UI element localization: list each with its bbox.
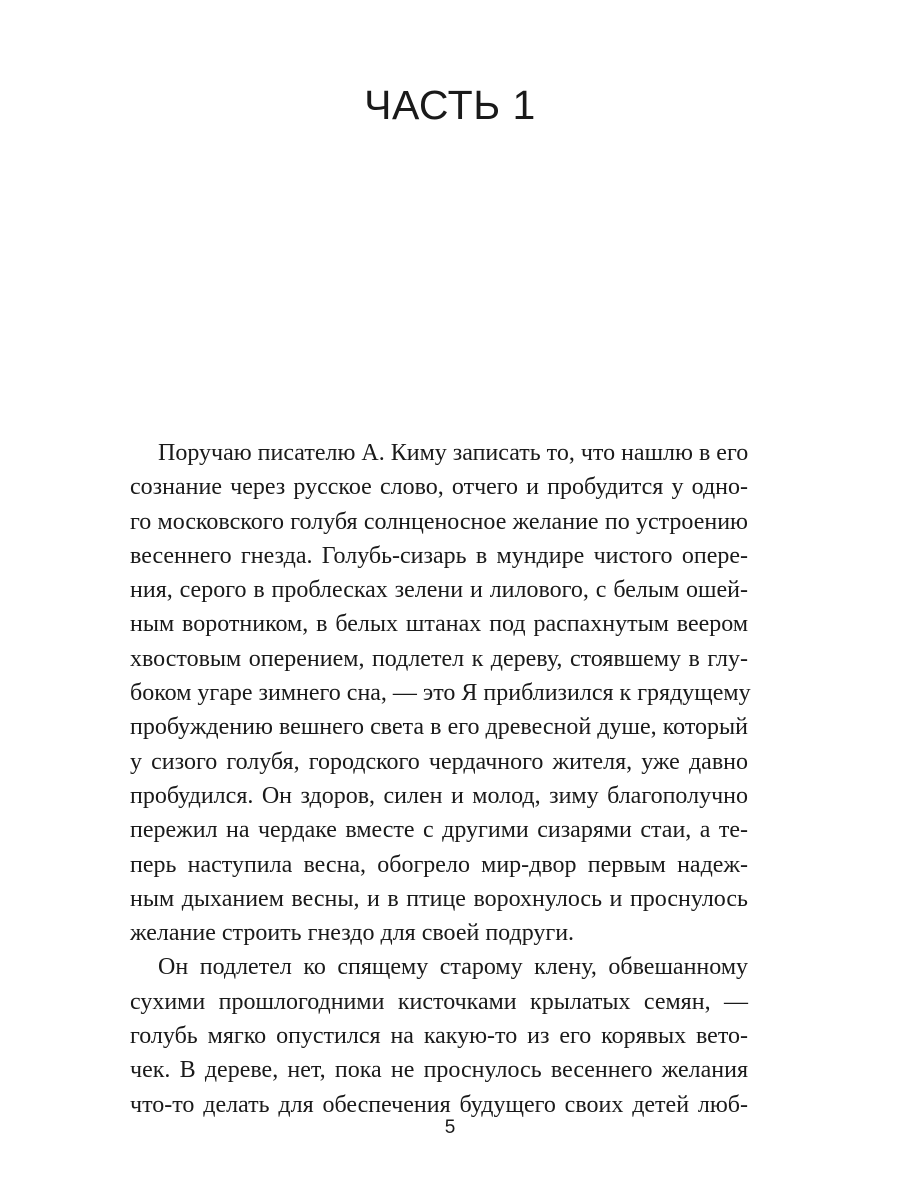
text-line: голубь мягко опустился на какую-то из его корявых вето- (130, 1023, 748, 1050)
text-line: го московского голубя солнценосное желание по устроению (130, 508, 748, 535)
text-line: Он подлетел ко спящему старому клену, обвешанному (158, 954, 748, 981)
text-line: хвостовым оперением, подлетел к дереву, стоявшему в глу- (130, 645, 748, 672)
text-line: ния, серого в проблесках зелени и лилового, с белым ошей- (130, 577, 748, 604)
text-line: пережил на чердаке вместе с другими сизарями стаи, а те- (130, 817, 748, 844)
text-line: сознание через русское слово, отчего и пробудится у одно- (130, 474, 748, 501)
text-line: что-то делать для обеспечения будущего своих детей люб- (130, 1091, 748, 1118)
text-line: Поручаю писателю А. Киму записать то, что нашлю в его (158, 440, 749, 466)
text-line: ным дыханием весны, и в птице ворохнулось и проснулось (130, 885, 748, 912)
text-line: ным воротником, в белых штанах под распахнутым веером (130, 611, 748, 638)
page-number: 5 (444, 1117, 456, 1138)
paragraph-1 (130, 436, 751, 950)
chapter-title: ЧАСТЬ 1 (364, 82, 536, 128)
text-line: сухими прошлогодними кисточками крылатых семян, — (130, 988, 748, 1015)
text-line: боком угаре зимнего сна, — это Я приблизился к грядущему (130, 680, 751, 707)
paragraph-2 (130, 950, 748, 1121)
text-line: желание строить гнездо для своей подруги. (130, 920, 575, 947)
text-line: весеннего гнезда. Голубь-сизарь в мундире чистого опере- (130, 542, 748, 569)
text-line: перь наступила весна, обогрело мир-двор первым надеж- (130, 851, 748, 878)
text-line: пробуждению вешнего света в его древесной душе, который (130, 714, 748, 741)
text-line: у сизого голубя, городского чердачного жителя, уже давно (130, 748, 748, 775)
text-line: пробудился. Он здоров, силен и молод, зиму благополучно (130, 782, 748, 809)
text-line: чек. В дереве, нет, пока не проснулось весеннего желания (130, 1057, 748, 1084)
body-text (130, 436, 751, 1122)
